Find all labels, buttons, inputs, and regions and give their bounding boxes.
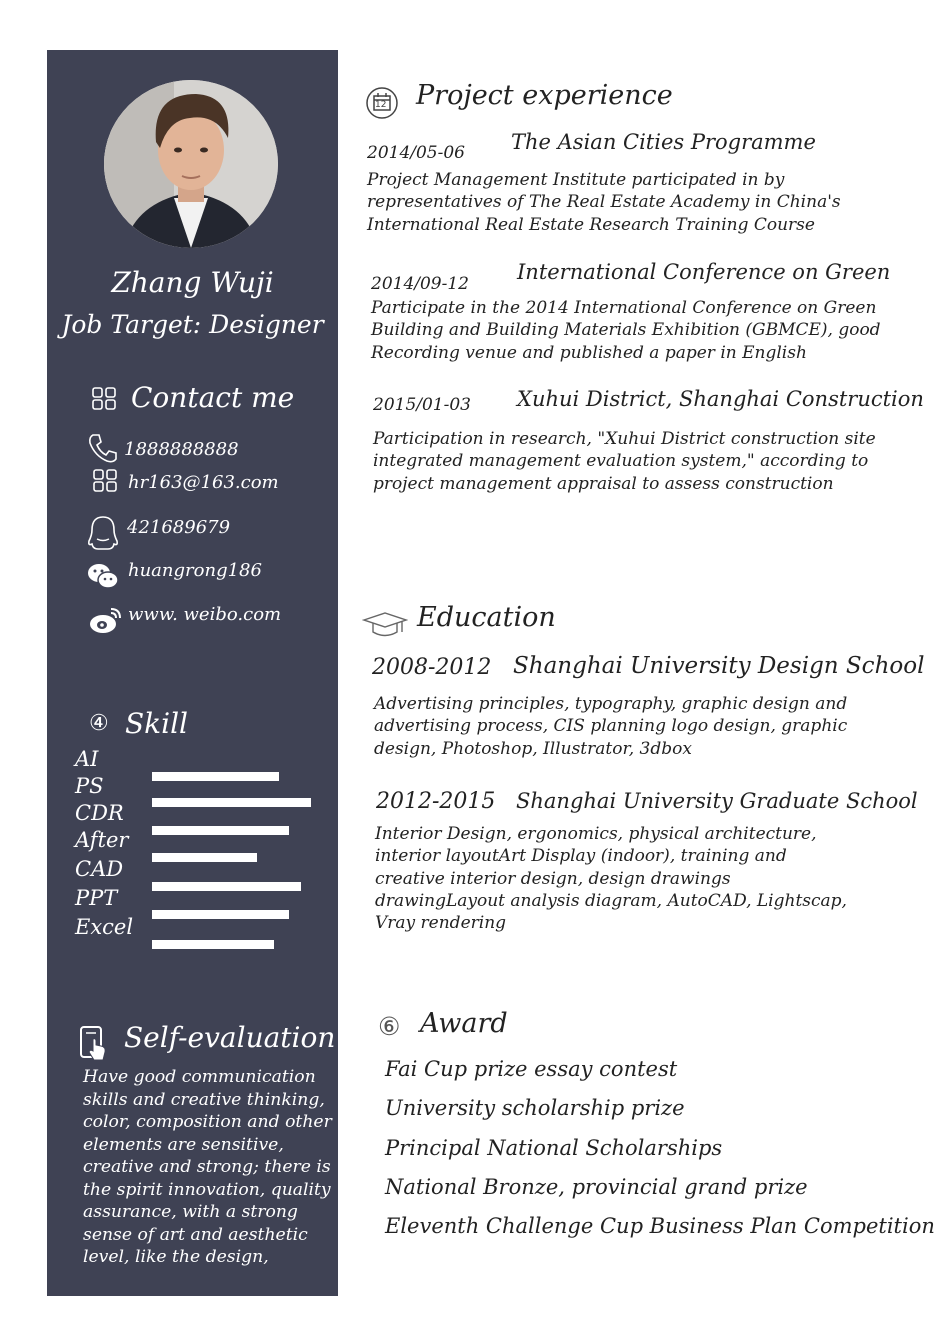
award-item: Principal National Scholarships	[385, 1135, 723, 1160]
skill-label: PPT	[75, 886, 118, 910]
phone-icon	[87, 432, 119, 468]
grid-icon	[93, 469, 119, 497]
award-title: Award	[420, 1008, 508, 1039]
project-date: 2014/05-06	[367, 143, 465, 163]
project-desc: Project Management Institute participated in by representatives of The Real Estate Academy in China's International Real Estate Research Training Course	[367, 170, 841, 235]
graduation-cap-icon	[362, 610, 408, 644]
calendar-day: 12	[375, 100, 387, 110]
weibo-icon	[89, 605, 123, 639]
profile-name: Zhang Wuji	[111, 266, 274, 299]
skill-title: Skill	[125, 707, 189, 740]
avatar	[104, 80, 278, 248]
skill-label: CDR	[75, 801, 124, 825]
skill-label: Excel	[75, 915, 134, 939]
skill-bar	[152, 772, 279, 781]
education-years: 2008-2012	[372, 655, 492, 680]
education-years: 2012-2015	[376, 789, 496, 814]
contact-title: Contact me	[131, 381, 295, 414]
award-item: Fai Cup prize essay contest	[385, 1057, 678, 1081]
skill-number-icon: ④	[89, 711, 109, 736]
award-item: Eleventh Challenge Cup Business Plan Competition	[385, 1214, 935, 1239]
wechat-icon	[87, 562, 119, 596]
project-date: 2014/09-12	[371, 274, 469, 294]
skill-label: PS	[75, 774, 104, 798]
project-date: 2015/01-03	[373, 395, 471, 415]
qq-text: 421689679	[127, 517, 231, 538]
education-desc: Advertising principles, typography, graphic design and advertising process, CIS planning logo design, graphic design, Photoshop, Illustrator, 3dbox	[374, 694, 848, 759]
grid-icon	[92, 387, 118, 415]
education-title: Education	[417, 602, 556, 633]
phone-touch-icon	[79, 1025, 109, 1067]
skill-bar	[152, 940, 274, 949]
project-name: The Asian Cities Programme	[511, 130, 816, 154]
skill-bar	[152, 826, 289, 835]
job-target: Job Target: Designer	[61, 310, 324, 339]
email-text: hr163@163.com	[128, 472, 279, 493]
award-number-icon: ⑥	[378, 1012, 401, 1041]
project-title: Project experience	[416, 80, 673, 111]
wechat-text: huangrong186	[128, 560, 262, 581]
skill-label: CAD	[75, 857, 124, 881]
skill-bar	[152, 882, 301, 891]
education-desc: Interior Design, ergonomics, physical architecture, interior layoutArt Display (indoor), training and creative interior design, design drawings drawingLayout analysis diagram, AutoCAD, Lightscap, Vray rendering	[375, 824, 847, 934]
weibo-text: www. weibo.com	[128, 604, 282, 625]
skill-label: After	[75, 828, 129, 852]
self-evaluation-title: Self-evaluation	[124, 1021, 336, 1054]
education-school: Shanghai University Graduate School	[516, 789, 918, 813]
skill-bar	[152, 910, 289, 919]
project-name: International Conference on Green	[517, 260, 891, 284]
project-name: Xuhui District, Shanghai Construction	[517, 387, 924, 411]
award-item: National Bronze, provincial grand prize	[385, 1174, 808, 1199]
education-school: Shanghai University Design School	[513, 653, 925, 679]
phone-text: 1888888888	[124, 439, 239, 460]
skill-label: AI	[75, 747, 99, 771]
qq-icon	[87, 515, 119, 557]
project-desc: Participation in research, "Xuhui District construction site integrated management evaluation system," according to project management appraisal to assess construction	[373, 429, 876, 494]
award-item: University scholarship prize	[385, 1096, 685, 1121]
skill-bar	[152, 853, 257, 862]
sidebar	[47, 50, 338, 1296]
project-desc: Participate in the 2014 International Conference on Green Building and Building Materials Exhibition (GBMCE), good Recording venue and published a paper in English	[371, 298, 881, 363]
skill-bar	[152, 798, 311, 807]
self-evaluation-text: Have good communication skills and creative thinking, color, composition and other elements are sensitive, creative and strong; there is the spirit innovation, quality assurance, with a strong sense of art and aesthetic level, like the design,	[83, 1067, 332, 1267]
